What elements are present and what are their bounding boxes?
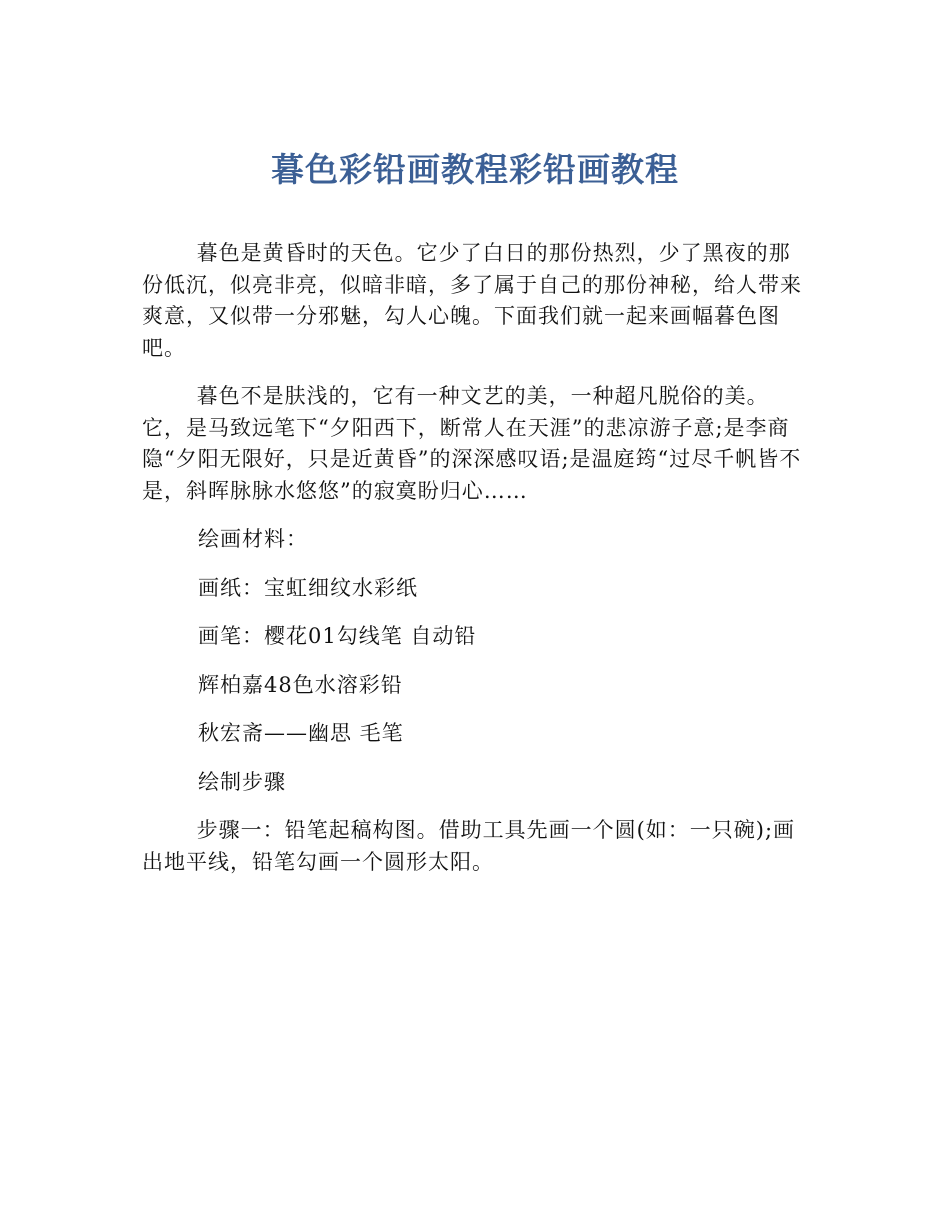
material-item-pen: 画笔：樱花01勾线笔 自动铅 [198,624,477,648]
material-item-paper: 画纸：宝虹细纹水彩纸 [198,575,418,600]
material-item-colored-pencils: 辉柏嘉48色水溶彩铅 [198,672,403,697]
material-item-brush: 秋宏斋——幽思 毛笔 [198,721,404,745]
materials-heading: 绘画材料： [198,527,308,551]
description-paragraph: 暮色不是肤浅的，它有一种文艺的美，一种超凡脱俗的美。它，是马致远笔下“夕阳西下，断常人在天涯”的悲凉游子意;是李商隐“夕阳无限好，只是近黄昏”的深深感叹语;是温庭筠“过尽千帆皆不是，斜晖脉脉水悠悠”的寂寞盼归心…… [142,384,802,503]
step-1-paragraph: 步骤一：铅笔起稿构图。借助工具先画一个圆(如：一只碗);画出地平线，铅笔勾画一个圆形太阳。 [142,818,796,874]
steps-heading: 绘制步骤 [198,769,286,794]
document-title: 暮色彩铅画教程彩铅画教程 [271,150,679,189]
document-body [142,238,810,878]
intro-paragraph: 暮色是黄昏时的天色。它少了白日的那份热烈，少了黑夜的那份低沉，似亮非亮，似暗非暗，多了属于自己的那份神秘，给人带来爽意，又似带一分邪魅，勾人心魄。下面我们就一起来画幅暮色图吧。 [142,241,802,360]
